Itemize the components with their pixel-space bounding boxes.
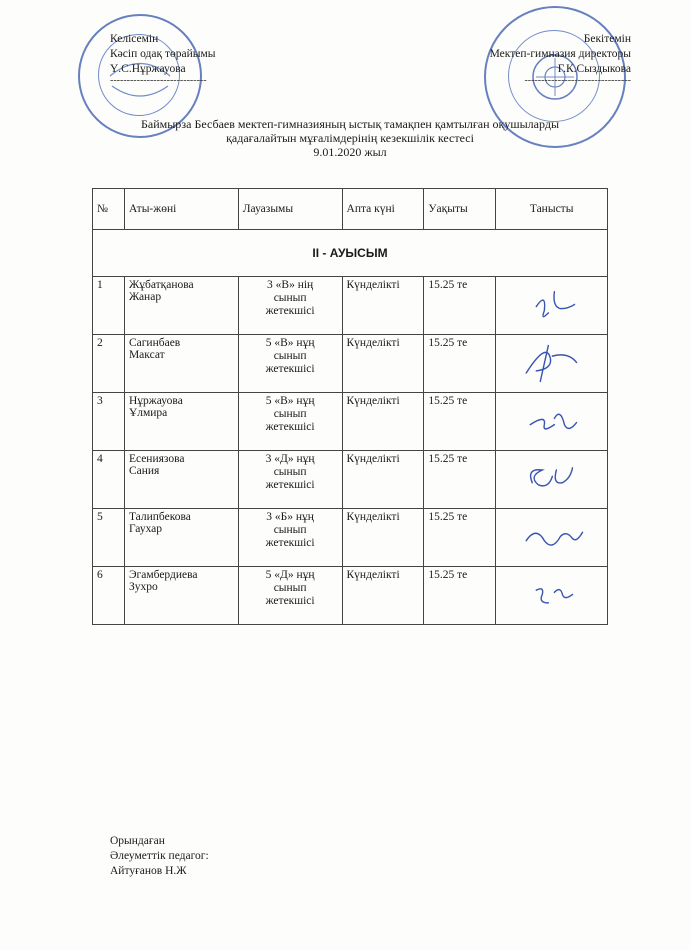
first-name: Максат bbox=[128, 349, 165, 361]
union-chair-name: Ү.С.Нұржауова bbox=[110, 63, 186, 75]
position-word-2: жетекшісі bbox=[265, 537, 315, 549]
position-word-2: жетекшісі bbox=[265, 595, 315, 607]
handwritten-signature bbox=[496, 509, 607, 566]
signature-cell bbox=[496, 509, 608, 567]
duty-time: 15.25 те bbox=[424, 567, 496, 625]
position bbox=[238, 335, 342, 393]
row-number: 4 bbox=[93, 451, 125, 509]
col-header-weekday: Апта күні bbox=[342, 189, 424, 230]
weekday: Күнделікті bbox=[342, 451, 424, 509]
surname: Жұбатқанова bbox=[128, 279, 194, 291]
table-row bbox=[93, 277, 608, 335]
position bbox=[238, 509, 342, 567]
table-row bbox=[93, 393, 608, 451]
first-name: Гаухар bbox=[128, 523, 163, 535]
duty-time: 15.25 те bbox=[424, 451, 496, 509]
surname: Сагинбаев bbox=[128, 337, 181, 349]
row-number: 2 bbox=[93, 335, 125, 393]
teacher-name bbox=[124, 509, 238, 567]
row-number: 1 bbox=[93, 277, 125, 335]
signature-cell bbox=[496, 393, 608, 451]
signature-cell bbox=[496, 335, 608, 393]
class-label: 3 «Б» нұң bbox=[266, 511, 314, 523]
weekday: Күнделікті bbox=[342, 393, 424, 451]
position-word-1: сынып bbox=[273, 350, 307, 362]
surname: Есениязова bbox=[128, 453, 185, 465]
teacher-name bbox=[124, 393, 238, 451]
signature-line-left: ----------------------------- bbox=[110, 75, 207, 86]
table-row bbox=[93, 451, 608, 509]
handwritten-signature bbox=[496, 393, 607, 450]
position bbox=[238, 567, 342, 625]
first-name: Зухро bbox=[128, 581, 158, 593]
weekday: Күнделікті bbox=[342, 567, 424, 625]
table-row bbox=[93, 335, 608, 393]
row-number: 3 bbox=[93, 393, 125, 451]
duty-time: 15.25 те bbox=[424, 335, 496, 393]
table-header-row bbox=[93, 189, 608, 230]
title-line-1: Баймырза Бесбаев мектеп-гимназияның ыстық тамақпен қамтылған оқушыларды bbox=[140, 117, 560, 131]
class-label: 3 «Д» нұң bbox=[265, 453, 315, 465]
position-word-2: жетекшісі bbox=[265, 305, 315, 317]
approval-block-right bbox=[490, 32, 631, 85]
first-name: Жанар bbox=[128, 291, 162, 303]
position-word-1: сынып bbox=[273, 582, 307, 594]
position-word-2: жетекшісі bbox=[265, 421, 315, 433]
shift-label: ІІ - АУЫСЫМ bbox=[93, 230, 608, 277]
director-label: Мектеп-гимназия директоры bbox=[489, 48, 631, 60]
position-word-1: сынып bbox=[273, 408, 307, 420]
approval-block-left bbox=[110, 32, 215, 85]
position-word-2: жетекшісі bbox=[265, 363, 315, 375]
first-name: Сания bbox=[128, 465, 160, 477]
duty-time: 15.25 те bbox=[424, 393, 496, 451]
position-word-1: сынып bbox=[273, 524, 307, 536]
col-header-number: № bbox=[93, 189, 125, 230]
position bbox=[238, 277, 342, 335]
signature-cell bbox=[496, 451, 608, 509]
title-date: 9.01.2020 жыл bbox=[313, 145, 387, 159]
social-pedagogue-label: Әлеуметтік педагог: bbox=[110, 850, 209, 862]
teacher-name bbox=[124, 277, 238, 335]
col-header-time: Уақыты bbox=[424, 189, 496, 230]
col-header-position: Лауазымы bbox=[238, 189, 342, 230]
row-number: 6 bbox=[93, 567, 125, 625]
class-label: 3 «В» нің bbox=[267, 279, 314, 291]
title-line-2: қадағалайтын мұғалімдерінің кезекшілік кестесі bbox=[226, 131, 474, 145]
position bbox=[238, 393, 342, 451]
handwritten-signature bbox=[496, 277, 607, 334]
agree-label: Келісемін bbox=[110, 33, 159, 45]
row-number: 5 bbox=[93, 509, 125, 567]
duty-time: 15.25 те bbox=[424, 509, 496, 567]
surname: Эгамбердиева bbox=[128, 569, 198, 581]
duty-schedule-table bbox=[92, 188, 608, 625]
shift-row bbox=[93, 230, 608, 277]
weekday: Күнделікті bbox=[342, 277, 424, 335]
surname: Нұржауова bbox=[128, 395, 183, 407]
director-name: Г.К.Сыздыкова bbox=[557, 63, 631, 75]
duty-time: 15.25 те bbox=[424, 277, 496, 335]
position-word-1: сынып bbox=[273, 292, 307, 304]
prepared-by-block bbox=[110, 834, 209, 879]
position bbox=[238, 451, 342, 509]
signature-cell bbox=[496, 277, 608, 335]
document-title bbox=[80, 117, 620, 159]
approve-label: Бекітемін bbox=[583, 33, 631, 45]
surname: Талипбекова bbox=[128, 511, 191, 523]
union-chair-label: Кәсіп одақ төрайымы bbox=[110, 48, 216, 60]
table-row bbox=[93, 567, 608, 625]
col-header-acquainted: Танысты bbox=[496, 189, 608, 230]
class-label: 5 «Д» нұң bbox=[265, 569, 315, 581]
social-pedagogue-name: Айтуғанов Н.Ж bbox=[110, 865, 187, 877]
teacher-name bbox=[124, 451, 238, 509]
teacher-name bbox=[124, 335, 238, 393]
first-name: Ұлмира bbox=[128, 407, 168, 419]
signature-line-right: -------------------------------- bbox=[524, 75, 631, 86]
handwritten-signature bbox=[496, 567, 607, 624]
table-row bbox=[93, 509, 608, 567]
handwritten-signature bbox=[496, 335, 607, 392]
teacher-name bbox=[124, 567, 238, 625]
position-word-1: сынып bbox=[273, 466, 307, 478]
weekday: Күнделікті bbox=[342, 509, 424, 567]
signature-cell bbox=[496, 567, 608, 625]
prepared-by-label: Орындаған bbox=[110, 835, 165, 847]
handwritten-signature bbox=[496, 451, 607, 508]
weekday: Күнделікті bbox=[342, 335, 424, 393]
position-word-2: жетекшісі bbox=[265, 479, 315, 491]
class-label: 5 «В» нұң bbox=[265, 337, 315, 349]
class-label: 5 «В» нұң bbox=[265, 395, 315, 407]
col-header-name: Аты-жөні bbox=[124, 189, 238, 230]
